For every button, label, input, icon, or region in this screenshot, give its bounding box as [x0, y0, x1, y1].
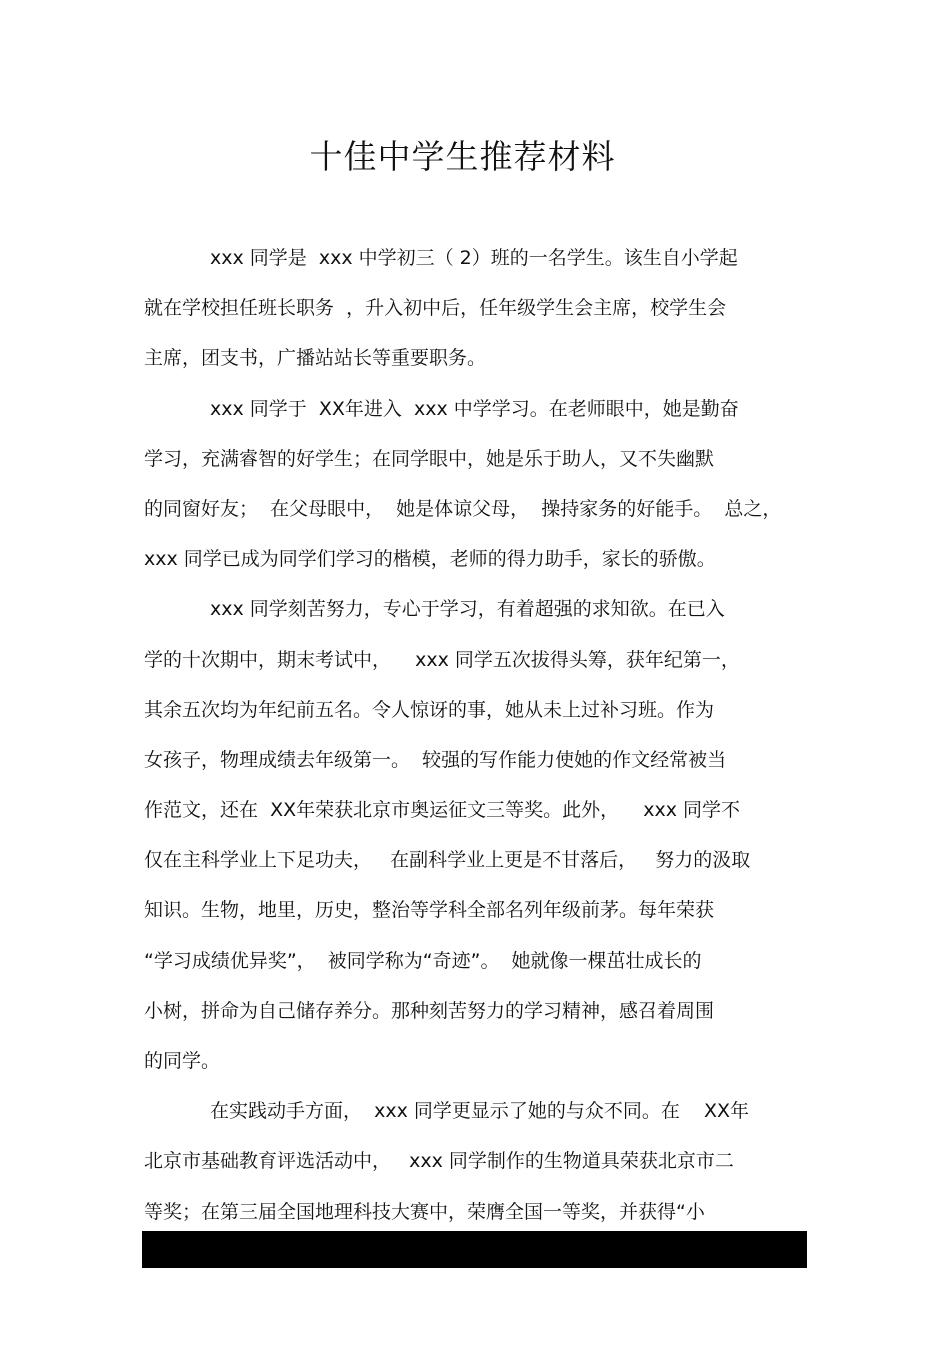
text-line: 小树，拼命为自己储存养分。那种刻苦努力的学习精神，感召着周围 [144, 999, 715, 1022]
text-line: 学的十次期中，期末考试中， xxx 同学五次拔得头筹，获年纪第一， [144, 648, 740, 671]
text-line: 主席，团支书，广播站站长等重要职务。 [144, 347, 487, 370]
text-line: 女孩子，物理成绩去年级第一。 较强的写作能力使她的作文经常被当 [144, 748, 727, 771]
document-title: 十佳中学生推荐材料 [309, 137, 616, 176]
text-line: 其余五次均为年纪前五名。令人惊讶的事，她从未上过补习班。作为 [144, 698, 715, 721]
text-line: xxx 同学于 XX年进入 xxx 中学学习。在老师眼中，她是勤奋 [210, 397, 739, 420]
text-line: 仅在主科学业上下足功夫， 在副科学业上更是不甘落后， 努力的汲取 [144, 849, 751, 872]
text-line: 学习，充满睿智的好学生；在同学眼中，她是乐于助人，又不失幽默 [144, 447, 715, 470]
text-line: 的同窗好友； 在父母眼中， 她是体谅父母， 操持家务的好能手。 总之， [144, 497, 782, 520]
text-line: 在实践动手方面， xxx 同学更显示了她的与众不同。在 XX年 [210, 1100, 750, 1123]
text-line: “学习成绩优异奖”， 被同学称为“奇迹”。 她就像一棵茁壮成长的 [144, 949, 702, 972]
text-line: 就在学校担任班长职务 ，升入初中后，任年级学生会主席，校学生会 [144, 297, 727, 320]
text-line: 北京市基础教育评选活动中， xxx 同学制作的生物道具荣获北京市二 [144, 1150, 734, 1173]
text-line: 的同学。 [144, 1050, 221, 1072]
text-line: 作范文，还在 XX年荣获北京市奥运征文三等奖。此外， xxx 同学不 [144, 799, 741, 822]
text-line: 等奖；在第三届全国地理科技大赛中，荣膺全国一等奖，并获得“小 [144, 1200, 705, 1223]
document-body [144, 233, 814, 1237]
text-line: 知识。生物，地里，历史，整治等学科全部名列年级前茅。每年荣获 [144, 899, 715, 922]
redaction-bar [142, 1231, 807, 1268]
text-line: xxx 同学是 xxx 中学初三（ 2）班的一名学生。该生自小学起 [210, 247, 738, 269]
text-line: xxx 同学已成为同学们学习的楷模，老师的得力助手，家长的骄傲。 [144, 548, 716, 571]
text-line: xxx 同学刻苦努力，专心于学习，有着超强的求知欲。在已入 [210, 598, 725, 621]
